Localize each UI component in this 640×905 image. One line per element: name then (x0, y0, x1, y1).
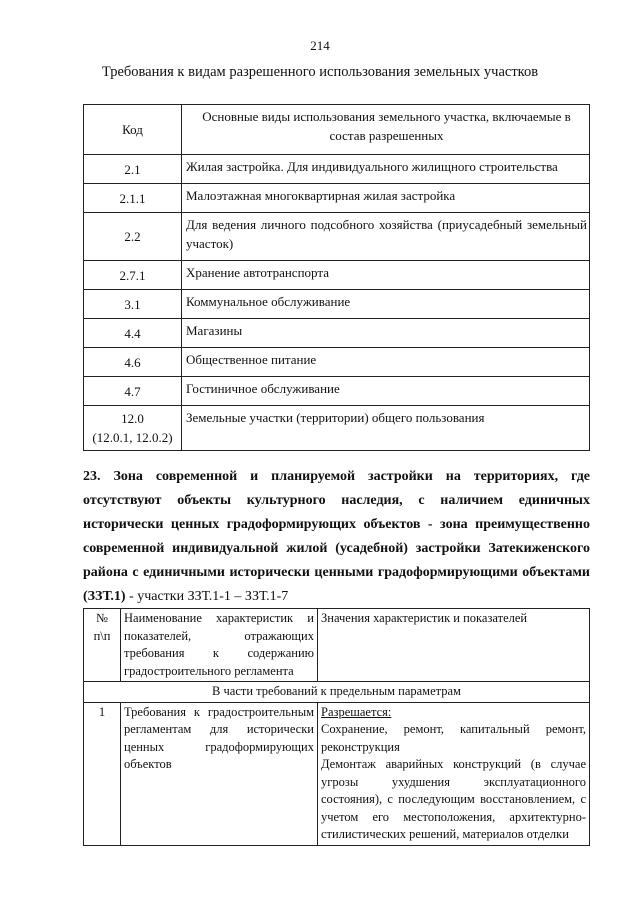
row-code: 3.1 (84, 290, 182, 319)
row-num: 1 (84, 702, 121, 845)
table-row (84, 406, 590, 451)
zone-heading-bold: 23. Зона современной и планируемой застройки на территориях, где отсутствуют объекты культурного наследия, с наличием единичных исторически ценных градоформирующих объектов - зона преимущественно современной индивидуальной жилой (усадебной) застройки Затекиженского района с единичными исторически ценными градоформирующими объектами (ЗЗТ.1) (83, 469, 590, 604)
row-code-cell (84, 406, 182, 451)
zone-heading-plots: - участки ЗЗТ.1-1 – ЗЗТ.1-7 (125, 589, 289, 604)
row-use: Жилая застройка. Для индивидуального жилищного строительства (182, 155, 590, 184)
header-name: Наименование характеристик и показателей, отражающих требования к содержанию градостроительного регламента (121, 609, 318, 682)
table-row (84, 261, 590, 290)
row-use: Для ведения личного подсобного хозяйства (приусадебный земельный участок) (182, 213, 590, 261)
page-number: 214 (310, 38, 330, 53)
table-header-row (84, 105, 590, 155)
row-use: Коммунальное обслуживание (182, 290, 590, 319)
row-use: Гостиничное обслуживание (182, 377, 590, 406)
header-num: № п\п (84, 609, 121, 682)
row-code: 2.7.1 (84, 261, 182, 290)
table-row (84, 702, 590, 845)
row-code: 2.1.1 (84, 184, 182, 213)
row-use: Магазины (182, 319, 590, 348)
document-title: Требования к видам разрешенного использования земельных участков (101, 64, 539, 80)
table-header-row (84, 609, 590, 682)
row-code: 2.1 (84, 155, 182, 184)
row-code: 4.4 (84, 319, 182, 348)
table-row (84, 184, 590, 213)
row-use: Общественное питание (182, 348, 590, 377)
allowed-label: Разрешается: (321, 704, 392, 719)
row-name: Требования к градостроительным регламентам для исторически ценных градоформирующих объектов (121, 702, 318, 845)
subheader-row (84, 682, 590, 703)
row-values (318, 702, 590, 845)
land-use-table (83, 104, 590, 451)
header-values: Значения характеристик и показателей (318, 609, 590, 682)
table-row (84, 290, 590, 319)
table-row (84, 377, 590, 406)
header-use: Основные виды использования земельного участка, включаемые в состав разрешенных (182, 105, 590, 155)
row-use: Хранение автотранспорта (182, 261, 590, 290)
row-code: 4.6 (84, 348, 182, 377)
row-use: Земельные участки (территории) общего пользования (182, 406, 590, 451)
table-row (84, 155, 590, 184)
characteristics-table (83, 608, 590, 846)
table-row (84, 348, 590, 377)
allowed-item-1: Сохранение, ремонт, капитальный ремонт, реконструкция (321, 722, 586, 754)
table-row (84, 213, 590, 261)
allowed-item-2: Демонтаж аварийных конструкций (в случае угрозы ухудшения эксплуатационного состояния), с последующим восстановлением, с учетом его местоположения, архитектурно-стилистических решений, материалов отделки (321, 757, 586, 841)
row-code: 12.0 (121, 411, 144, 426)
row-use: Малоэтажная многоквартирная жилая застройка (182, 184, 590, 213)
row-code: 2.2 (84, 213, 182, 261)
header-code: Код (84, 105, 182, 155)
table-row (84, 319, 590, 348)
row-code: 4.7 (84, 377, 182, 406)
row-code-sub: (12.0.1, 12.0.2) (92, 430, 173, 445)
zone-section-heading (83, 465, 590, 609)
subheader: В части требований к предельным параметрам (84, 682, 590, 703)
